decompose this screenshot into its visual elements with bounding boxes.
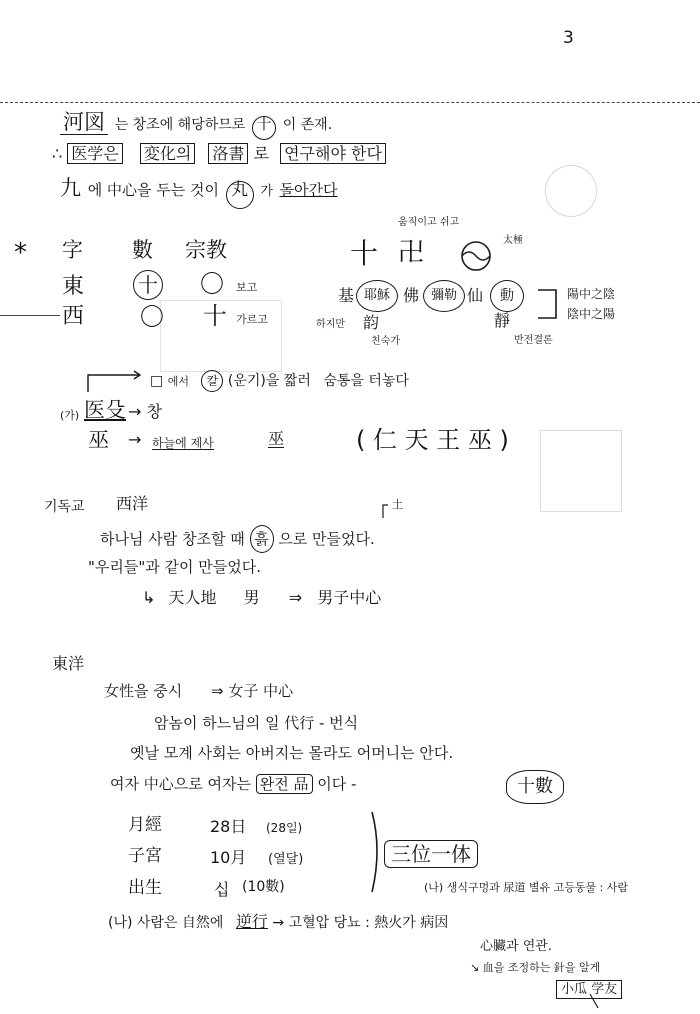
luoshu-box: 洛書 — [208, 143, 248, 164]
knife-circle: 칼 — [201, 370, 223, 392]
christ-circle: 耶穌 — [356, 280, 398, 312]
yin-yang-2: 陰中之陽 — [567, 307, 616, 321]
east-label: 東 — [62, 274, 85, 299]
nine-char: 九 — [60, 176, 81, 200]
line1-text: 는 창조에 해당하므로 — [114, 117, 246, 133]
menses-label: 月經 — [128, 815, 162, 835]
wu-box: 巫 — [268, 429, 285, 448]
male-char: 男 — [243, 588, 260, 607]
trinity-box: 三位一体 — [384, 840, 478, 868]
box-glyph: □ — [150, 373, 164, 389]
complete-box: 완전 品 — [256, 774, 313, 794]
menses-paren: (28일) — [266, 821, 303, 835]
page-number: 3 — [563, 28, 574, 48]
ten-numbers-circle: 十數 — [506, 770, 564, 804]
west-ocean: 西洋 — [116, 494, 149, 513]
heaven-human-earth: 天人地 — [168, 588, 217, 607]
medicine-box: 医学은 — [67, 143, 122, 164]
hado-label: 河図 — [60, 110, 108, 135]
uterus-months: 10月 — [210, 848, 247, 867]
earth-sup: 土 — [392, 498, 403, 511]
wu-note: 하늘에 제사 — [152, 436, 214, 450]
star-mark: * — [14, 238, 27, 268]
east-line3: 옛날 모계 사회는 아버지는 몰라도 어머니는 안다. — [130, 744, 454, 762]
last-a: (나) 사람은 自然에 — [108, 915, 224, 931]
yinyang-bracket — [538, 290, 556, 318]
east-line4-a: 여자 中心으로 여자는 — [110, 775, 251, 793]
wu-char: 巫 — [88, 428, 109, 452]
char-shu: 數 — [132, 238, 153, 262]
east-zero: 〇 — [200, 270, 224, 298]
east-plus-circle: 十 — [133, 270, 163, 300]
arrow-line-e: 숨통을 터놓다 — [323, 373, 409, 389]
east-line2: 암놈이 하느님의 일 代行 - 번식 — [154, 714, 359, 732]
char-zi: 字 — [62, 238, 83, 262]
west-note: 가르고 — [236, 313, 268, 326]
soil-circle: 흙 — [250, 525, 274, 553]
yi-char: 医殳 — [84, 398, 126, 422]
last-line2: 心臟과 연관. — [480, 939, 552, 954]
east-line1-b: ⇒ 女子 中心 — [211, 682, 294, 700]
buddha-circle: 彌勒 — [423, 280, 465, 312]
christianity-label: 기독교 — [44, 499, 85, 515]
west-label: 西 — [62, 304, 85, 329]
birth-ten: 십 — [214, 880, 230, 899]
last-c: → 고혈압 당뇨 : 熱火가 病因 — [272, 915, 449, 931]
chr-line2: "우리들"과 같이 만들었다. — [88, 558, 262, 576]
change-box: 変化의 — [140, 143, 195, 164]
east-ocean: 東洋 — [52, 654, 85, 673]
west-plus: 十 — [203, 302, 227, 330]
trinity-brace — [372, 812, 377, 892]
therefore-mark: ∴ — [52, 144, 63, 163]
line3-text: 에 中心을 두는 것이 — [87, 181, 219, 199]
syms-note: 움직이고 쉬고 — [398, 217, 460, 228]
chr-implies: ⇒ — [288, 588, 303, 607]
birth-label: 出生 — [128, 878, 162, 898]
west-zero: 〇 — [140, 303, 164, 331]
taiji-label: 太極 — [503, 235, 523, 246]
east-line1-a: 女性을 중시 — [104, 682, 183, 700]
xian-note: 반전결론 — [514, 335, 553, 346]
yin-yang-1: 陽中之陰 — [567, 287, 616, 301]
line1-end: 이 존재. — [282, 117, 333, 133]
note-right: (나) 생식구멍과 尿道 별유 고등동물 : 사람 — [424, 881, 629, 894]
male-center: 男子中心 — [317, 588, 382, 607]
last-line3: ↘ 血을 조정하는 針을 알게 — [470, 961, 601, 974]
dong-circle: 動 — [490, 280, 524, 312]
uterus-label: 子宮 — [128, 846, 162, 866]
east-note: 보고 — [236, 281, 258, 294]
chr-arrow: ↳ — [142, 588, 156, 607]
wu-arrow: → — [128, 430, 142, 449]
line3-particle: 가 — [260, 184, 273, 199]
buddha-pre: 佛 — [403, 286, 420, 305]
christ-bot-b: 韵 — [363, 313, 380, 332]
chr-line1-c: 으로 만들었다. — [278, 530, 375, 548]
ten-circle: 十 — [252, 116, 276, 140]
yi-mark: (가) — [60, 409, 80, 422]
christ-bot-c: 친숙가 — [371, 336, 400, 347]
arrow-line-d: (운기)을 짧러 — [227, 373, 311, 389]
sym-cross: 十 — [350, 237, 379, 270]
study-box: 연구해야 한다 — [280, 143, 386, 164]
christ-bot-a: 하지만 — [316, 319, 345, 330]
line3-end: 돌아간다 — [279, 181, 338, 199]
arrow-line-b: 에서 — [167, 375, 189, 388]
xian-pre: 仙 — [467, 286, 484, 305]
pill-circle: 丸 — [226, 181, 254, 209]
bracket-text: ( 仁 天 王 巫 ) — [356, 426, 509, 454]
reverse-flow: 逆行 — [235, 912, 268, 931]
east-line4-c: 이다 - — [317, 775, 357, 793]
char-religion: 宗教 — [185, 238, 227, 262]
signature-box: 小瓜 学友 — [556, 980, 622, 999]
yi-arrow: → 창 — [128, 402, 162, 421]
chr-line1-a: 하나님 사람 창조할 때 — [100, 530, 245, 548]
christ-pre: 基 — [338, 286, 355, 305]
menses-days: 28日 — [210, 817, 247, 836]
birth-paren: (10數) — [242, 879, 285, 895]
line2-particle: 로 — [253, 144, 269, 163]
jing-char: 靜 — [494, 311, 511, 330]
uterus-paren: (열달) — [268, 852, 304, 867]
sym-manji: 卍 — [398, 238, 425, 268]
